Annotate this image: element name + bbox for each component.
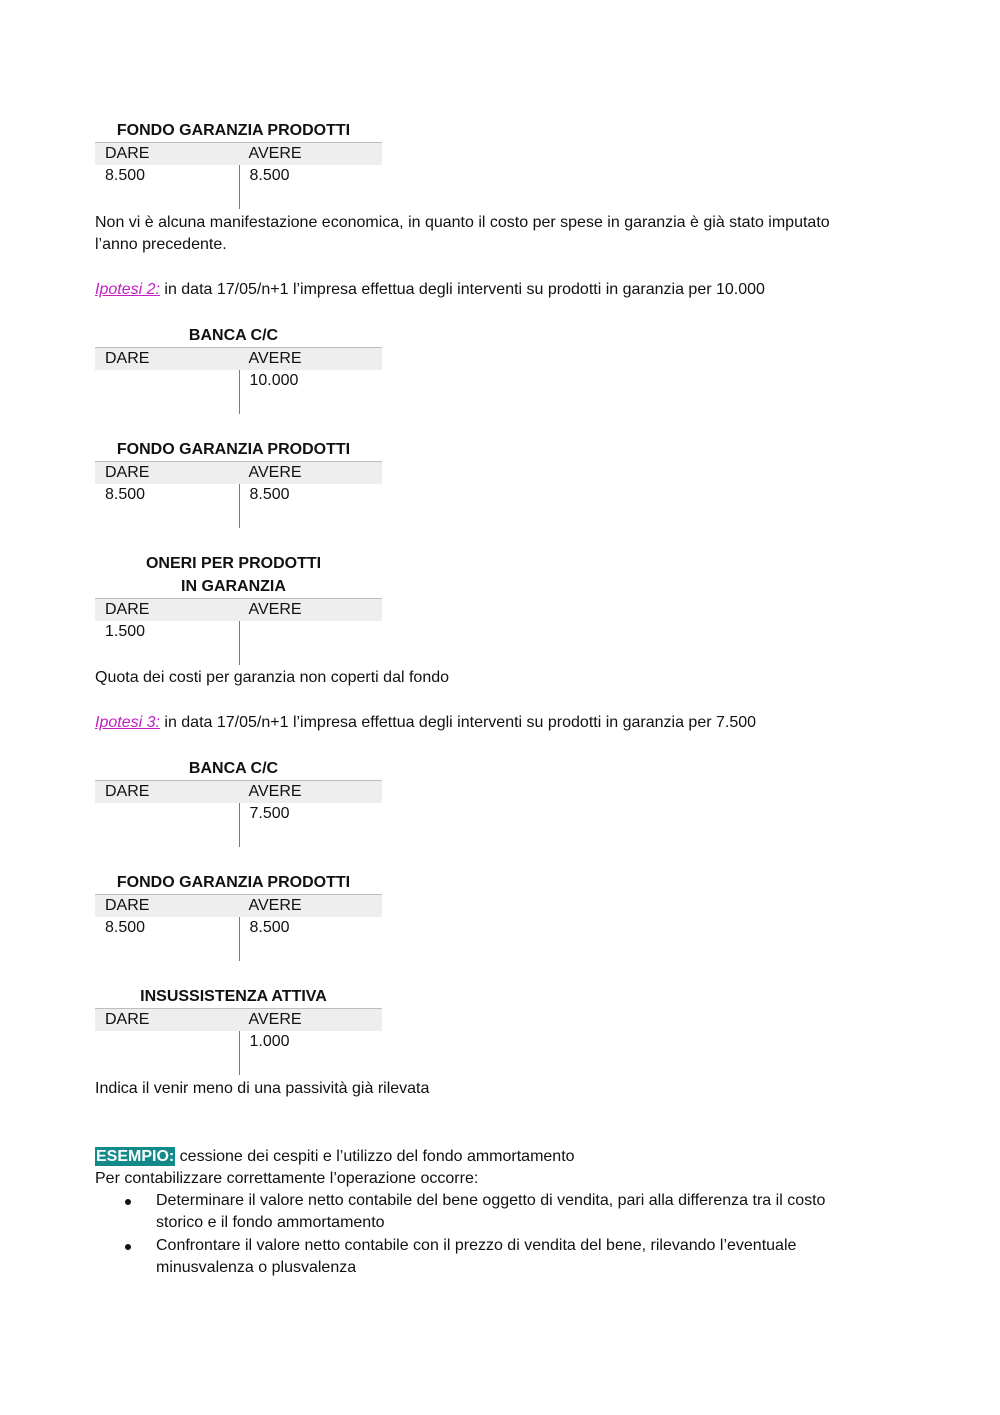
avere-value: 8.500 [239,484,383,528]
dare-label: DARE [105,783,150,800]
avere-value: 8.500 [239,917,383,961]
paragraph-line: Non vi è alcuna manifestazione economica, in quanto il costo per spese in garanzia è già stato imputato [95,214,830,231]
ipotesi-3-text: in data 17/05/n+1 l’impresa effettua degli interventi su prodotti in garanzia per 7.500 [159,714,757,731]
t-account-fondo-garanzia-prodotti [95,119,382,209]
t-account-banca-cc [95,324,382,414]
dare-label: DARE [105,601,150,618]
avere-value: 10.000 [239,370,383,414]
dare-label: DARE [105,350,150,367]
dare-value [95,803,239,847]
account-body [95,803,382,847]
avere-label: AVERE [248,464,302,481]
list-item-line: Determinare il valore netto contabile del bene oggetto di vendita, pari alla differenza tra il costo [156,1192,826,1209]
bullet-dot-icon [125,1244,131,1250]
dare-value: 8.500 [105,486,146,503]
avere-label: AVERE [248,897,302,914]
dare-value [95,1031,239,1075]
t-account-banca-cc [95,757,382,847]
account-header [95,142,382,165]
list-item-line: minusvalenza o plusvalenza [156,1259,357,1276]
list-item-line: Confrontare il valore netto contabile con il prezzo di vendita del bene, rilevando l’eventuale [156,1237,797,1254]
intro-line: Per contabilizzare correttamente l’operazione occorre: [95,1170,479,1187]
bullet-list [95,1190,895,1280]
dare-label: DARE [105,1011,150,1028]
dare-value: 8.500 [105,167,146,184]
account-body [95,917,382,961]
account-body [95,165,382,209]
avere-value: 7.500 [239,803,383,847]
ipotesi-3-label: Ipotesi 3: [95,714,160,731]
dare-label: DARE [105,464,150,481]
account-header [95,347,382,370]
quota-note: Quota dei costi per garanzia non coperti dal fondo [95,669,450,686]
account-body [95,1031,382,1075]
dare-value [95,370,239,414]
account-header [95,894,382,917]
dare-label: DARE [105,897,150,914]
dare-label: DARE [105,145,150,162]
avere-label: AVERE [248,145,302,162]
ipotesi-2-label: Ipotesi 2: [95,281,160,298]
t-account-insussistenza-attiva [95,985,382,1075]
account-header [95,598,382,621]
account-title: INSUSSISTENZA ATTIVA [140,988,327,1005]
t-account-fondo-garanzia-prodotti [95,871,382,961]
account-title: BANCA C/C [188,760,279,777]
account-body [95,621,382,665]
account-title: BANCA C/C [188,327,279,344]
paragraph-line: l’anno precedente. [95,236,227,253]
account-title-line-2: IN GARANZIA [181,578,286,595]
dare-value: 1.500 [105,623,146,640]
list-item [95,1235,895,1279]
account-title-line-1: ONERI PER PRODOTTI [145,555,322,572]
bullet-dot-icon [125,1199,131,1205]
account-title: FONDO GARANZIA PRODOTTI [116,874,351,891]
t-account-oneri-prodotti-garanzia [95,552,382,665]
esempio-text: cessione dei cespiti e l’utilizzo del fondo ammortamento [175,1148,575,1165]
avere-label: AVERE [248,350,302,367]
esempio-line [95,1146,575,1168]
insussistenza-note: Indica il venir meno di una passività già rilevata [95,1080,430,1097]
avere-label: AVERE [248,1011,302,1028]
account-title: FONDO GARANZIA PRODOTTI [116,441,351,458]
ipotesi-3-line [95,712,756,734]
account-header [95,1008,382,1031]
account-header [95,461,382,484]
list-item-line: storico e il fondo ammortamento [156,1214,385,1231]
avere-value: 8.500 [239,165,383,209]
avere-label: AVERE [248,783,302,800]
list-item [95,1190,895,1234]
account-header [95,780,382,803]
avere-value [239,621,383,665]
ipotesi-2-line [95,279,765,301]
avere-value: 1.000 [239,1031,383,1075]
account-body [95,370,382,414]
ipotesi-2-text: in data 17/05/n+1 l’impresa effettua degli interventi su prodotti in garanzia per 10.000 [159,281,765,298]
account-title: FONDO GARANZIA PRODOTTI [116,122,351,139]
account-body [95,484,382,528]
avere-label: AVERE [248,601,302,618]
esempio-badge: ESEMPIO: [96,1148,175,1165]
dare-value: 8.500 [105,919,146,936]
t-account-fondo-garanzia-prodotti [95,438,382,528]
